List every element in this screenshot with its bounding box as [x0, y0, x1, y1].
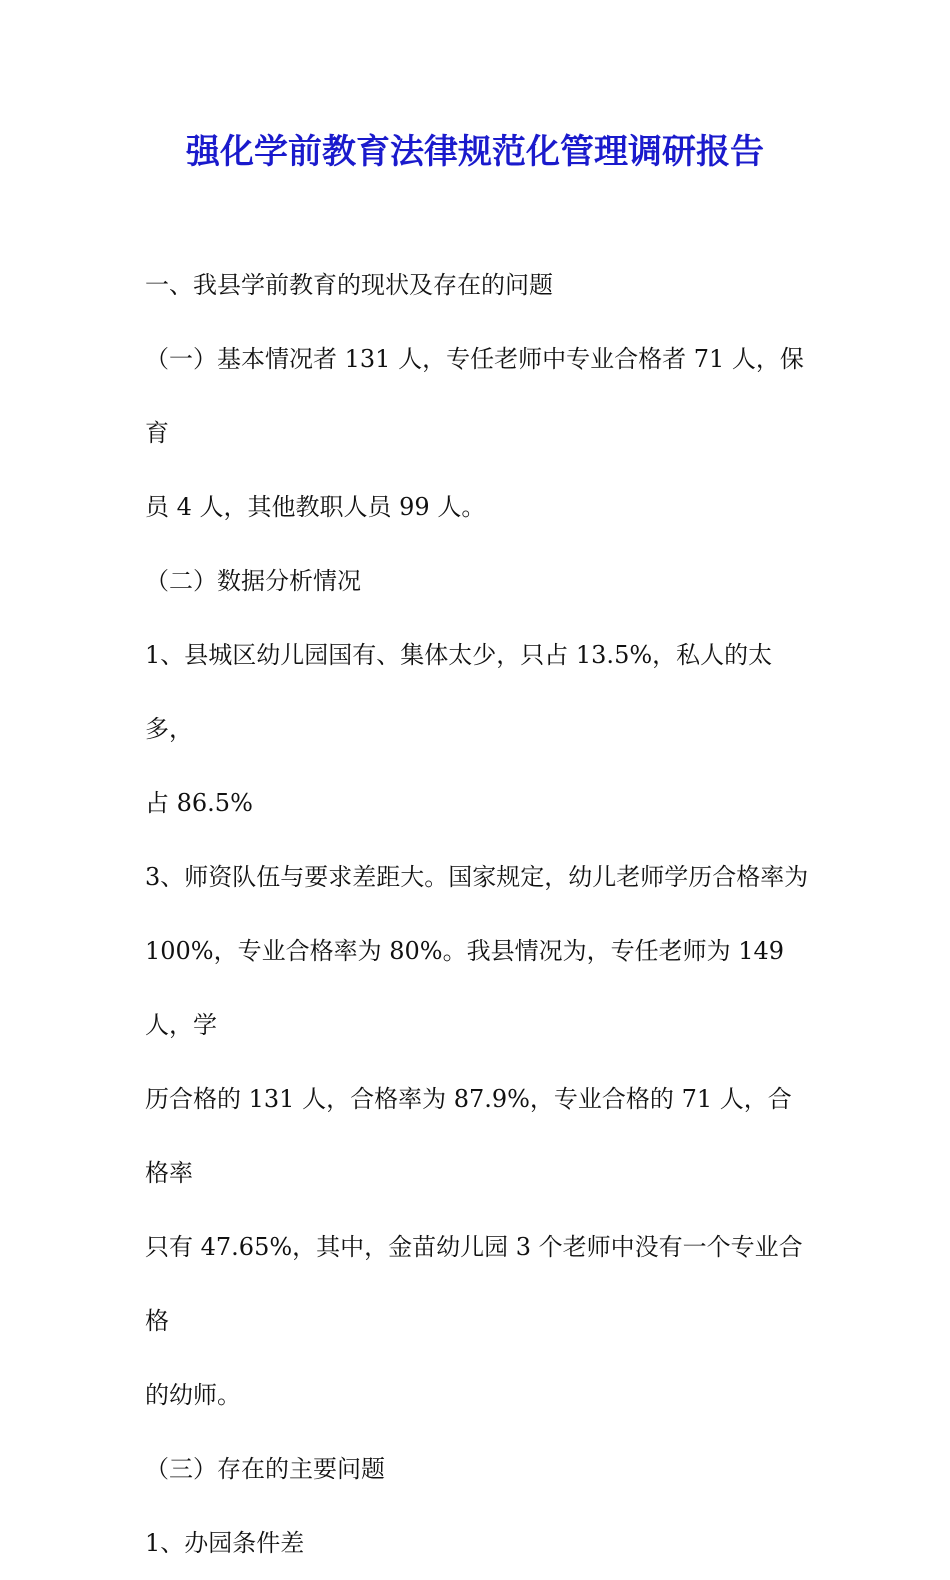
- section-heading-status: 一、我县学前教育的现状及存在的问题: [145, 271, 553, 299]
- subsection-heading-data-analysis: （二）数据分析情况: [145, 567, 361, 595]
- paragraph-line: 1、办园条件差: [145, 1529, 305, 1557]
- paragraph-line: 100%，专业合格率为 80%。我县情况为，专任老师为 149 人，学: [145, 937, 785, 1039]
- document-body: [145, 248, 810, 1580]
- paragraph-line: 1、县城区幼儿园国有、集体太少，只占 13.5%，私人的太多，: [145, 641, 773, 743]
- paragraph-line: 占 86.5%: [145, 789, 253, 817]
- document-title: 强化学前教育法律规范化管理调研报告: [186, 132, 764, 172]
- paragraph-line: 的幼师。: [145, 1381, 241, 1409]
- subsection-heading-main-problems: （三）存在的主要问题: [145, 1455, 385, 1483]
- paragraph-line: 员 4 人，其他教职人员 99 人。: [145, 493, 486, 521]
- paragraph-line: 只有 47.65%，其中，金苗幼儿园 3 个老师中没有一个专业合格: [145, 1233, 803, 1335]
- paragraph-line: 3、师资队伍与要求差距大。国家规定，幼儿老师学历合格率为: [145, 863, 809, 891]
- paragraph-line: （一）基本情况者 131 人，专任老师中专业合格者 71 人，保育: [145, 345, 804, 447]
- paragraph-line: 历合格的 131 人，合格率为 87.9%，专业合格的 71 人，合格率: [145, 1085, 792, 1187]
